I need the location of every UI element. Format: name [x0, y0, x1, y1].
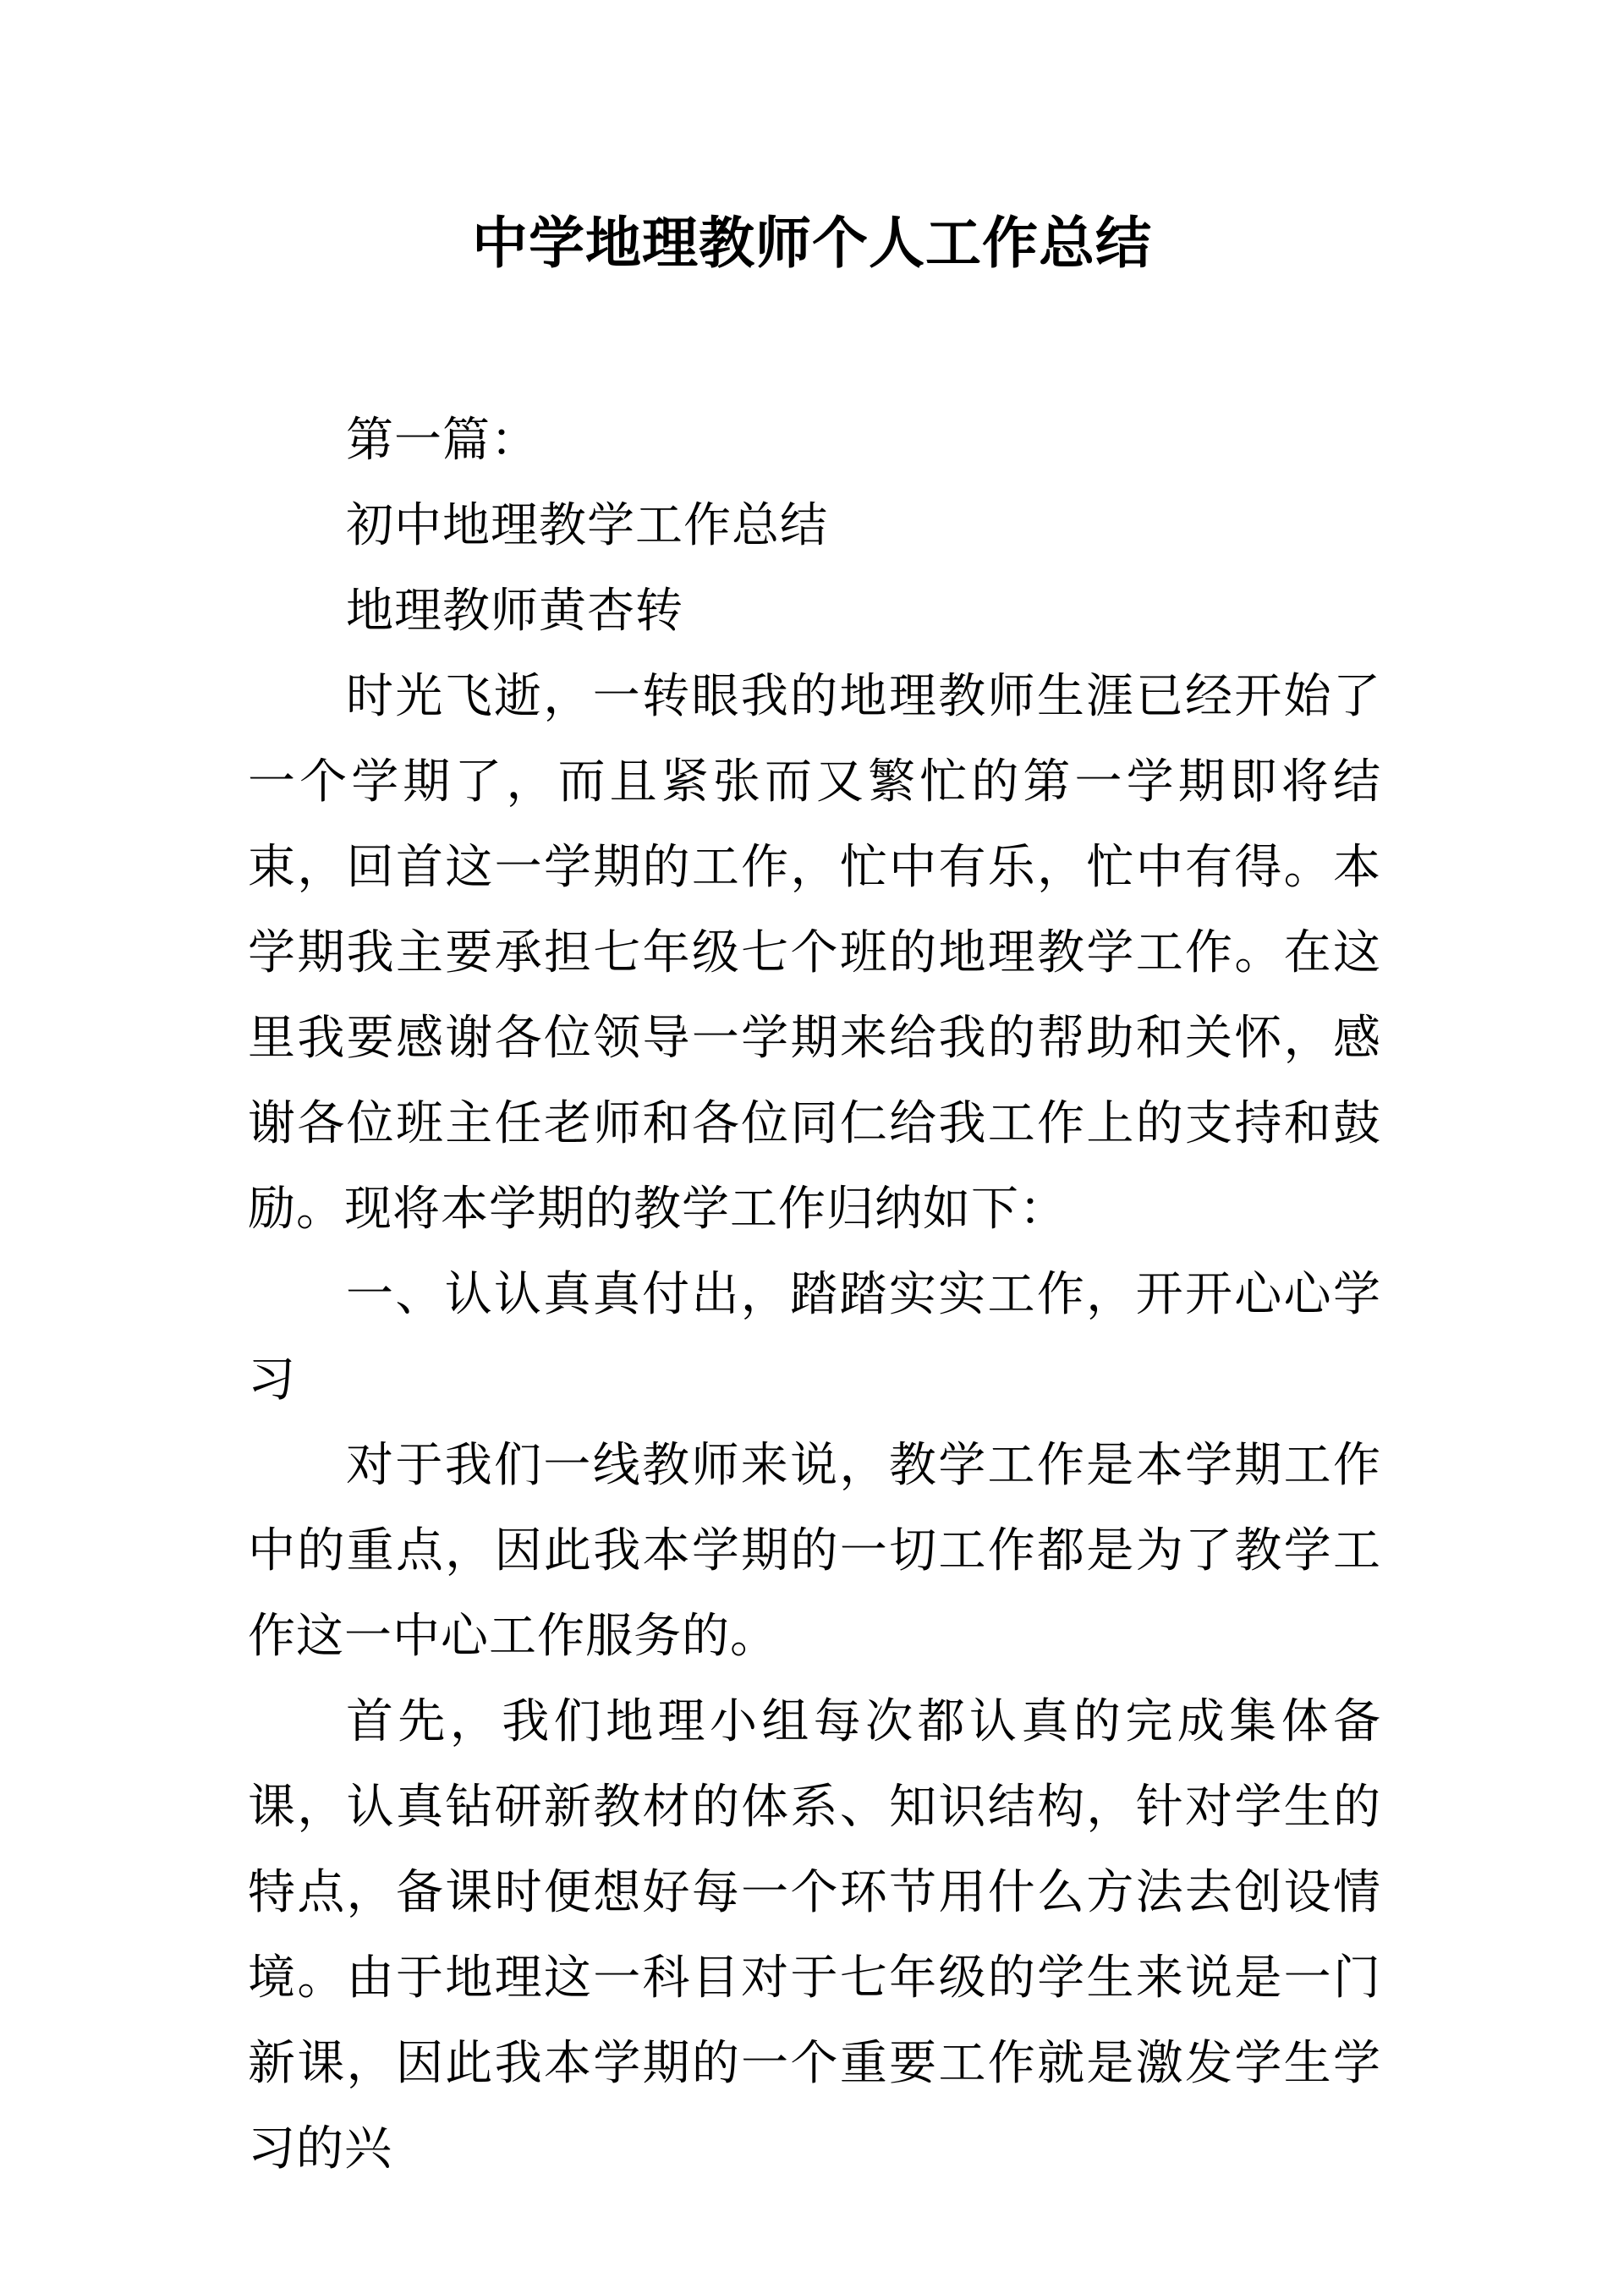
- section-heading: 一、认认真真付出，踏踏实实工作，开开心心学习: [248, 1267, 1381, 1408]
- subtitle: 初中地理教学工作总结: [346, 498, 828, 553]
- section-label: 第一篇：: [346, 413, 539, 468]
- paragraph-intro: 时光飞逝，一转眼我的地理教师生涯已经开始了一个学期了，而且紧张而又繁忙的第一学期即将结束，回首这一学期的工作，忙中有乐，忙中有得。本学期我主要承担七年级七个班的地理教学工作。在这里我要感谢各位领导一学期来给我的帮助和关怀，感谢各位班主任老师和各位同仁给我工作上的支持和鼓励。现将本学期的教学工作归纳如下：: [248, 669, 1381, 1237]
- author-line: 地理教师黄杏转: [346, 584, 683, 639]
- document-title: 中学地理教师个人工作总结: [472, 211, 1152, 276]
- document-body: [248, 398, 1381, 2192]
- paragraph-focus: 对于我们一线教师来说，教学工作是本学期工作中的重点，因此我本学期的一切工作都是为了教学工作这一中心工作服务的。: [248, 1438, 1381, 1664]
- paragraph-first: 首先，我们地理小组每次都认真的完成集体备课，认真钻研新教材的体系、知识结构，针对学生的特点，备课时便想好每一个环节用什么方法去创设情境。由于地理这一科目对于七年级的学生来说是一门新课，因此我本学期的一个重要工作就是激发学生学习的兴: [248, 1694, 1381, 2176]
